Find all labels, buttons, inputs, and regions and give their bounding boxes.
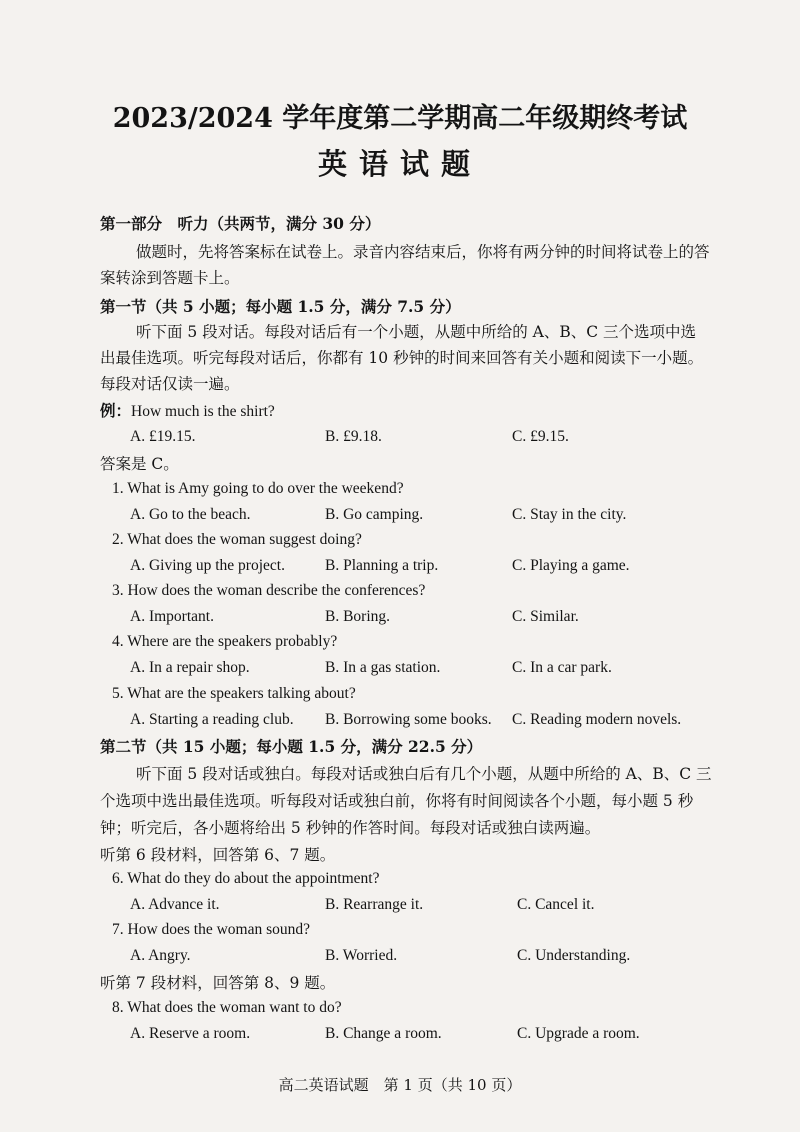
- question-1-option-c: C. Stay in the city.: [512, 506, 627, 523]
- question-8-option-a: A. Reserve a room.: [130, 1025, 251, 1042]
- section2-instructions-line3: 钟；听完后，各小题将给出 5 秒钟的作答时间。每段对话或独白读两遍。: [100, 819, 601, 837]
- question-6-option-c: C. Cancel it.: [517, 896, 595, 913]
- question-6-option-a: A. Advance it.: [130, 896, 220, 913]
- section1-instructions-line3: 每段对话仅读一遍。: [100, 375, 240, 393]
- question-2: 2. What does the woman suggest doing?: [112, 531, 362, 548]
- page-footer: 高二英语试题 第 1 页（共 10 页）: [278, 1076, 522, 1094]
- question-3-option-c: C. Similar.: [512, 608, 579, 625]
- part1-instructions-line2: 案转涂到答题卡上。: [100, 269, 240, 287]
- section2-heading: 第二节（共 15 小题；每小题 1.5 分，满分 22.5 分）: [100, 737, 483, 756]
- question-3-option-a: A. Important.: [130, 608, 214, 625]
- question-8-option-c: C. Upgrade a room.: [517, 1025, 640, 1042]
- question-6: 6. What do they do about the appointment?: [112, 870, 380, 887]
- question-1: 1. What is Amy going to do over the weekend?: [112, 480, 404, 497]
- example-question-text: How much is the shirt?: [131, 403, 275, 420]
- section2-instructions-line2: 个选项中选出最佳选项。听每段对话或独白前，你将有时间阅读各个小题，每小题 5 秒: [100, 792, 694, 810]
- section2-instructions-line1: 听下面 5 段对话或独白。每段对话或独白后有几个小题，从题中所给的 A、B、C 三: [136, 765, 712, 783]
- question-4: 4. Where are the speakers probably?: [112, 633, 338, 650]
- question-8-option-b: B. Change a room.: [325, 1025, 442, 1042]
- question-5: 5. What are the speakers talking about?: [112, 685, 356, 702]
- question-3-option-b: B. Boring.: [325, 608, 391, 625]
- section1-instructions-line2: 出最佳选项。听完每段对话后，你都有 10 秒钟的时间来回答有关小题和阅读下一小题。: [100, 349, 704, 367]
- question-7: 7. How does the woman sound?: [112, 921, 311, 938]
- question-4-option-a: A. In a repair shop.: [130, 659, 250, 676]
- question-3: 3. How does the woman describe the conferences?: [112, 582, 426, 599]
- material-7-heading: 听第 7 段材料，回答第 8、9 题。: [100, 974, 336, 992]
- question-2-option-c: C. Playing a game.: [512, 557, 630, 574]
- question-1-option-b: B. Go camping.: [325, 506, 424, 523]
- exam-title: 2023/2024 学年度第二学期高二年级期终考试: [112, 103, 688, 134]
- question-4-option-b: B. In a gas station.: [325, 659, 441, 676]
- question-4-option-c: C. In a car park.: [512, 659, 612, 676]
- question-7-option-c: C. Understanding.: [517, 947, 631, 964]
- question-5-option-b: B. Borrowing some books.: [325, 711, 492, 728]
- section1-instructions-line1: 听下面 5 段对话。每段对话后有一个小题，从题中所给的 A、B、C 三个选项中选: [136, 323, 697, 341]
- example-answer: 答案是 C。: [100, 455, 179, 473]
- part1-heading: 第一部分 听力（共两节，满分 30 分）: [100, 214, 381, 233]
- example-question: [100, 401, 700, 422]
- question-5-option-a: A. Starting a reading club.: [130, 711, 294, 728]
- example-option-a: A. £19.15.: [130, 428, 196, 445]
- section1-heading: 第一节（共 5 小题；每小题 1.5 分，满分 7.5 分）: [100, 297, 461, 316]
- material-6-heading: 听第 6 段材料，回答第 6、7 题。: [100, 846, 336, 864]
- question-8: 8. What does the woman want to do?: [112, 999, 342, 1016]
- question-2-option-a: A. Giving up the project.: [130, 557, 285, 574]
- question-1-option-a: A. Go to the beach.: [130, 506, 251, 523]
- example-option-c: C. £9.15.: [512, 428, 569, 445]
- question-6-option-b: B. Rearrange it.: [325, 896, 424, 913]
- question-7-option-b: B. Worried.: [325, 947, 398, 964]
- exam-subject-title: 英语试题: [317, 147, 482, 181]
- example-option-b: B. £9.18.: [325, 428, 382, 445]
- question-7-option-a: A. Angry.: [130, 947, 191, 964]
- example-prefix: 例：: [100, 401, 132, 420]
- question-2-option-b: B. Planning a trip.: [325, 557, 439, 574]
- question-5-option-c: C. Reading modern novels.: [512, 711, 682, 728]
- part1-instructions-line1: 做题时，先将答案标在试卷上。录音内容结束后，你将有两分钟的时间将试卷上的答: [136, 243, 710, 261]
